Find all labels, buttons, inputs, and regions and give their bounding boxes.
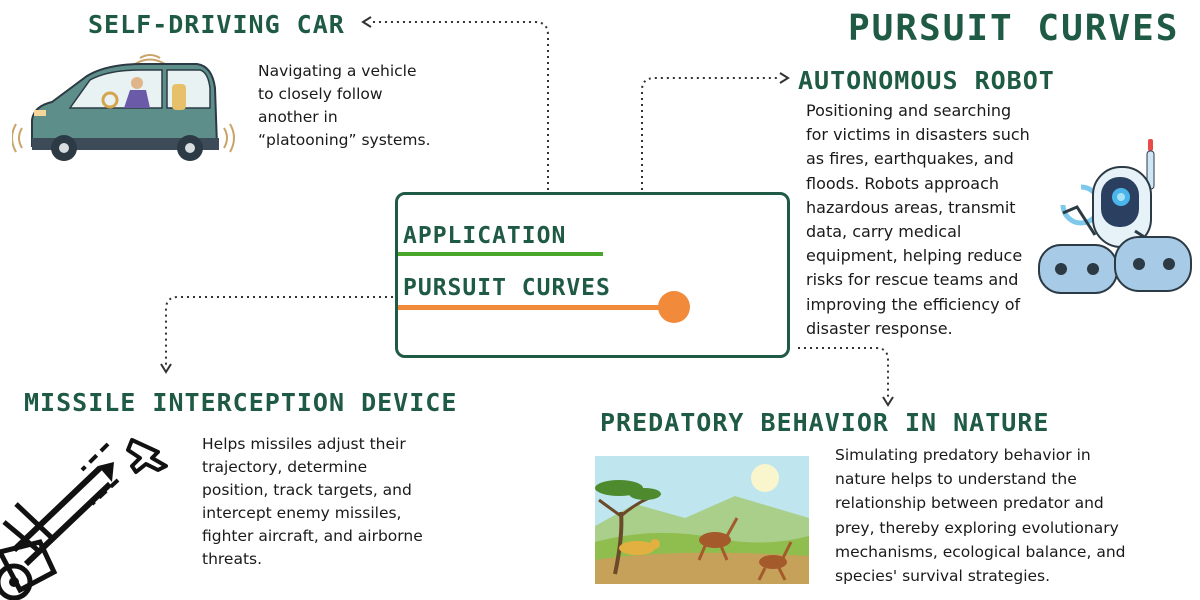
savanna-chase-illustration (595, 456, 809, 584)
arrow-to-predator (798, 348, 888, 398)
missile-interception-title: MISSILE INTERCEPTION DEVICE (24, 388, 458, 417)
autonomous-robot-description: Positioning and searching for victims in disasters such as fires, earthquakes, and floods. Robots approach hazardous areas, transmit data, carry medical equipment, helping reduce risks for rescue teams and improving the efficiency of disaster response. (806, 101, 1030, 338)
autonomous-robot-illustration (1035, 135, 1195, 300)
predatory-behavior-description: Simulating predatory behavior in nature helps to understand the relationship between predator and prey, thereby exploring evolutionary mechanisms, ecological balance, and species' survival strategies. (835, 446, 1126, 586)
center-box (395, 192, 790, 358)
missile-interception-description: Helps missiles adjust their trajectory, determine position, track targets, and intercept enemy missiles, fighter aircraft, and airborne threats. (202, 435, 423, 568)
green-underline (398, 252, 603, 256)
orange-underline (398, 305, 668, 310)
page-title: PURSUIT CURVES (848, 8, 1180, 49)
self-driving-car-illustration (12, 48, 237, 166)
center-label-application: APPLICATION (403, 223, 567, 249)
missile-launcher-illustration (0, 432, 180, 600)
self-driving-car-title: SELF-DRIVING CAR (88, 10, 345, 39)
self-driving-car-description: Navigating a vehicle to closely follow another in “platooning” systems. (258, 62, 431, 149)
arrow-to-robot (642, 78, 780, 190)
center-label-pursuit-curves: PURSUIT CURVES (403, 275, 611, 301)
predatory-behavior-title: PREDATORY BEHAVIOR IN NATURE (600, 408, 1050, 437)
arrow-to-missile (166, 297, 393, 365)
autonomous-robot-title: AUTONOMOUS ROBOT (798, 66, 1055, 95)
orange-dot (658, 291, 690, 323)
